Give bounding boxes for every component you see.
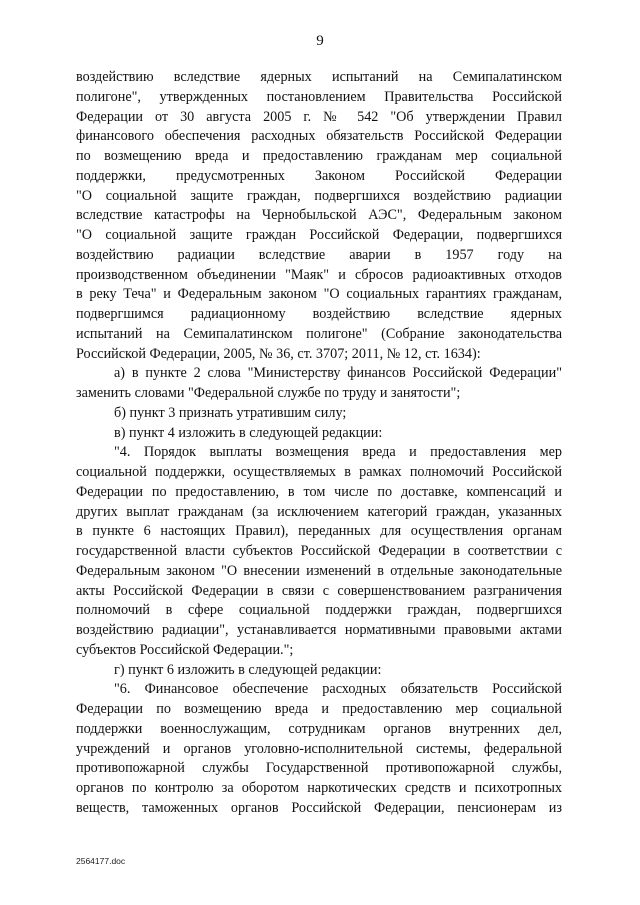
text-line: воздействию радиации", устанавливается нормативными правовыми актами xyxy=(76,622,562,638)
text-line: а) в пункте 2 слова "Министерству финансов Российской Федерации" xyxy=(114,365,562,382)
text-line: испытаний на Семипалатинском полигоне" (Собрание законодательства xyxy=(76,325,562,342)
text-line: Федерации от 30 августа 2005 г. № 542 "Об утверждении Правил xyxy=(76,108,562,125)
text-line: воздействию радиации вследствие аварии в 1957 году на xyxy=(76,246,562,263)
text-line: в) пункт 4 изложить в следующей редакции: xyxy=(114,424,383,441)
text-line: "О социальной защите граждан Российской Федерации, подвергшихся xyxy=(76,227,562,243)
text-line: органов по контролю за оборотом наркотических средств и психотропных xyxy=(76,780,562,796)
text-line: "6. Финансовое обеспечение расходных обязательств Российской xyxy=(114,681,562,698)
text-line: поддержки военнослужащим, сотрудникам органов внутренних дел, xyxy=(76,720,562,737)
text-line: в пункте 6 настоящих Правил), переданных для осуществления органам xyxy=(76,523,562,540)
text-line: вследствие катастрофы на Чернобыльской АЭС", Федеральным законом xyxy=(76,207,562,224)
text-line: финансового обеспечения расходных обязательств Российской Федерации xyxy=(76,128,562,145)
paragraph-point-4 xyxy=(76,443,562,660)
paragraph-continuation xyxy=(76,68,562,364)
paragraph-item-g xyxy=(76,661,562,681)
text-line: б) пункт 3 признать утратившим силу; xyxy=(114,404,347,421)
paragraph-item-a xyxy=(76,364,562,404)
text-line: производственном объединении "Маяк" и сбросов радиоактивных отходов xyxy=(76,266,562,283)
text-line: Российской Федерации, 2005, № 36, ст. 3707; 2011, № 12, ст. 1634): xyxy=(76,345,481,362)
text-line: заменить словами "Федеральной службе по труду и занятости"; xyxy=(76,385,461,401)
text-line: учреждений и органов уголовно-исполнительной системы, федеральной xyxy=(76,740,562,757)
text-line: в реку Теча" и Федеральным законом "О социальных гарантиях гражданам, xyxy=(76,286,562,303)
text-line: социальной поддержки, осуществляемых в рамках полномочий Российской xyxy=(76,464,562,480)
text-line: воздействию вследствие ядерных испытаний на Семипалатинском xyxy=(76,69,562,85)
text-line: противопожарной службы Государственной противопожарной службы, xyxy=(76,760,562,777)
paragraph-point-6 xyxy=(76,680,562,818)
footer-document-code: 2564177.doc xyxy=(76,856,126,866)
document-body xyxy=(76,68,562,819)
text-line: "4. Порядок выплаты возмещения вреда и предоставления мер xyxy=(114,444,562,461)
text-line: "О социальной защите граждан, подвергшихся воздействию радиации xyxy=(76,187,562,204)
text-line: подвергшимся радиационному воздействию вследствие ядерных xyxy=(76,306,562,322)
text-line: по возмещению вреда и предоставлению гражданам мер социальной xyxy=(76,148,562,164)
text-line: государственной власти субъектов Российской Федерации в соответствии с xyxy=(76,543,562,559)
paragraph-item-v xyxy=(76,424,562,444)
text-line: полигоне", утвержденных постановлением Правительства Российской xyxy=(76,88,562,105)
text-line: г) пункт 6 изложить в следующей редакции: xyxy=(114,661,382,678)
text-line: веществ, таможенных органов Российской Федерации, пенсионерам из xyxy=(76,799,562,816)
text-line: поддержки, предусмотренных Законом Российской Федерации xyxy=(76,167,562,184)
text-line: Федерации по предоставлению, в том числе по доставке, компенсаций и xyxy=(76,483,562,500)
paragraph-item-b xyxy=(76,404,562,424)
text-line: Федерации по возмещению вреда и предоставлению мер социальной xyxy=(76,701,562,717)
text-line: акты Российской Федерации в связи с совершенствованием разграничения xyxy=(76,582,562,599)
text-line: Федеральным законом "О внесении изменений в отдельные законодательные xyxy=(76,562,562,579)
text-line: субъектов Российской Федерации."; xyxy=(76,641,294,658)
page-number: 9 xyxy=(316,33,324,49)
text-line: полномочий в сфере социальной поддержки граждан, подвергшихся xyxy=(76,602,562,619)
text-line: других выплат гражданам (за исключением категорий граждан, указанных xyxy=(76,503,562,520)
